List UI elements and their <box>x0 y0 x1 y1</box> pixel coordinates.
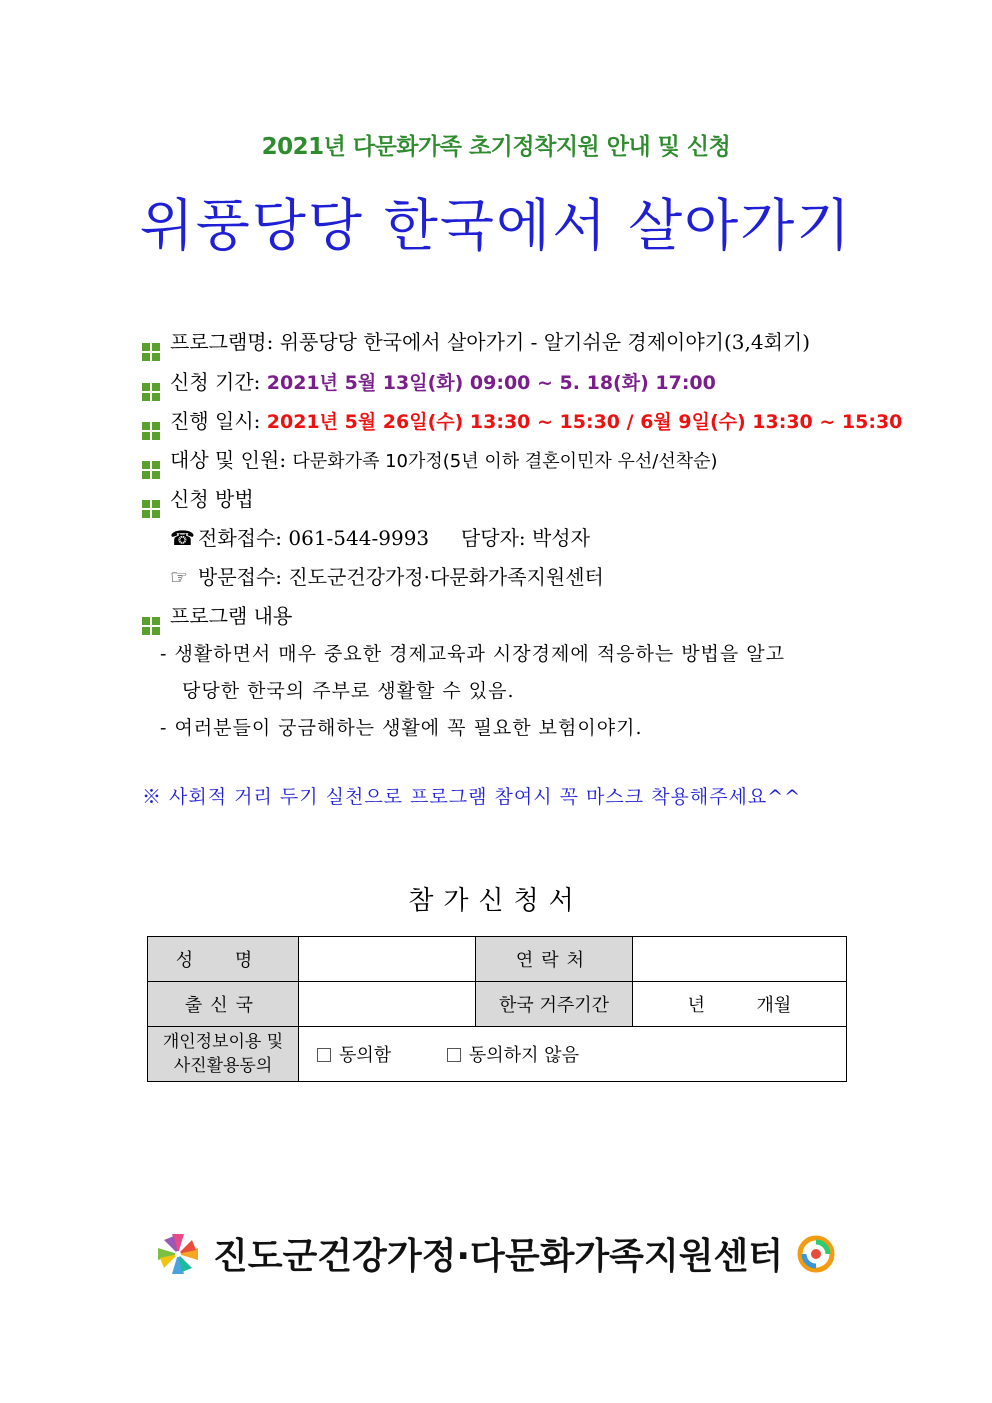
stay-year-unit: 년 <box>687 995 706 1016</box>
notice-text: ※ 사회적 거리 두기 실천으로 프로그램 참여시 꼭 마스크 착용해주세요^^ <box>142 786 802 808</box>
green-square-bullet-icon <box>142 422 160 440</box>
apply-period-row <box>142 366 716 401</box>
footer-org-name: 진도군건강가정·다문화가족지원센터 <box>212 1236 784 1277</box>
apply-period-value: 2021년 5월 13일(화) 09:00 ~ 5. 18(화) 17:00 <box>266 372 716 394</box>
application-form-table <box>147 936 847 1082</box>
green-square-bullet-icon <box>142 500 160 518</box>
form-title: 참가신청서 <box>408 886 584 916</box>
consent-label <box>148 1027 299 1082</box>
program-name-value: 위풍당당 한국에서 살아가기 - 알기쉬운 경제이야기(3,4회기) <box>279 330 811 354</box>
pointing-hand-icon: ☞ <box>170 565 188 589</box>
form-row-name-contact <box>148 937 847 982</box>
contact-field[interactable] <box>633 937 847 982</box>
agree-checkbox[interactable] <box>317 1048 331 1062</box>
footer-org <box>0 1228 992 1285</box>
schedule-label: 진행 일시: <box>170 409 261 433</box>
consent-label-line-1: 개인정보이용 및 <box>162 1032 284 1052</box>
form-row-consent <box>148 1027 847 1082</box>
method-row <box>142 483 254 518</box>
name-field[interactable] <box>299 937 476 982</box>
phone-text: 전화접수: 061-544-9993 담당자: 박성자 <box>198 526 590 550</box>
schedule-value: 2021년 5월 26일(수) 13:30 ~ 15:30 / 6월 9일(수) 13:30 ~ 15:30 <box>266 411 903 433</box>
disagree-label: 동의하지 않음 <box>468 1045 579 1066</box>
contact-label: 연락처 <box>476 937 633 982</box>
content-row <box>142 600 292 635</box>
stay-period-field[interactable] <box>633 982 847 1027</box>
name-label: 성 명 <box>148 937 299 982</box>
program-name-label: 프로그램명: <box>170 330 274 354</box>
country-field[interactable] <box>299 982 476 1027</box>
consent-options <box>299 1027 847 1082</box>
form-row-country-stay <box>148 982 847 1027</box>
green-square-bullet-icon <box>142 617 160 635</box>
content-line-2: 당당한 한국의 주부로 생활할 수 있음. <box>182 680 515 702</box>
phone-icon: ☎ <box>170 526 195 550</box>
target-row <box>142 444 718 479</box>
agree-label: 동의함 <box>339 1045 392 1066</box>
program-name-row <box>142 326 810 361</box>
visit-row <box>170 561 604 590</box>
visit-text: 방문접수: 진도군건강가정·다문화가족지원센터 <box>198 565 604 589</box>
phone-row <box>170 522 590 551</box>
disagree-option[interactable] <box>447 1045 579 1066</box>
agree-option[interactable] <box>317 1045 391 1066</box>
stay-month-unit: 개월 <box>756 995 792 1016</box>
green-square-bullet-icon <box>142 461 160 479</box>
pinwheel-logo-icon <box>156 1232 200 1285</box>
country-label: 출신국 <box>148 982 299 1027</box>
subtitle: 2021년 다문화가족 초기정착지원 안내 및 신청 <box>261 134 731 160</box>
green-square-bullet-icon <box>142 383 160 401</box>
apply-period-label: 신청 기간: <box>170 370 261 394</box>
method-label: 신청 방법 <box>170 487 254 511</box>
content-line-1: - 생활하면서 매우 중요한 경제교육과 시장경제에 적응하는 방법을 알고 <box>160 643 786 665</box>
content-line-3: - 여러분들이 궁금해하는 생활에 꼭 필요한 보험이야기. <box>160 717 643 739</box>
green-square-bullet-icon <box>142 343 160 361</box>
schedule-row <box>142 405 902 440</box>
page-title: 위풍당당 한국에서 살아가기 <box>139 194 853 259</box>
target-label: 대상 및 인원: <box>170 448 287 472</box>
disagree-checkbox[interactable] <box>447 1048 461 1062</box>
content-label: 프로그램 내용 <box>170 604 293 628</box>
swirl-logo-icon <box>796 1234 836 1283</box>
consent-label-line-2: 사진활용동의 <box>173 1056 273 1076</box>
target-value: 다문화가족 10가정(5년 이하 결혼이민자 우선/선착순) <box>292 451 718 472</box>
stay-period-label: 한국 거주기간 <box>476 982 633 1027</box>
